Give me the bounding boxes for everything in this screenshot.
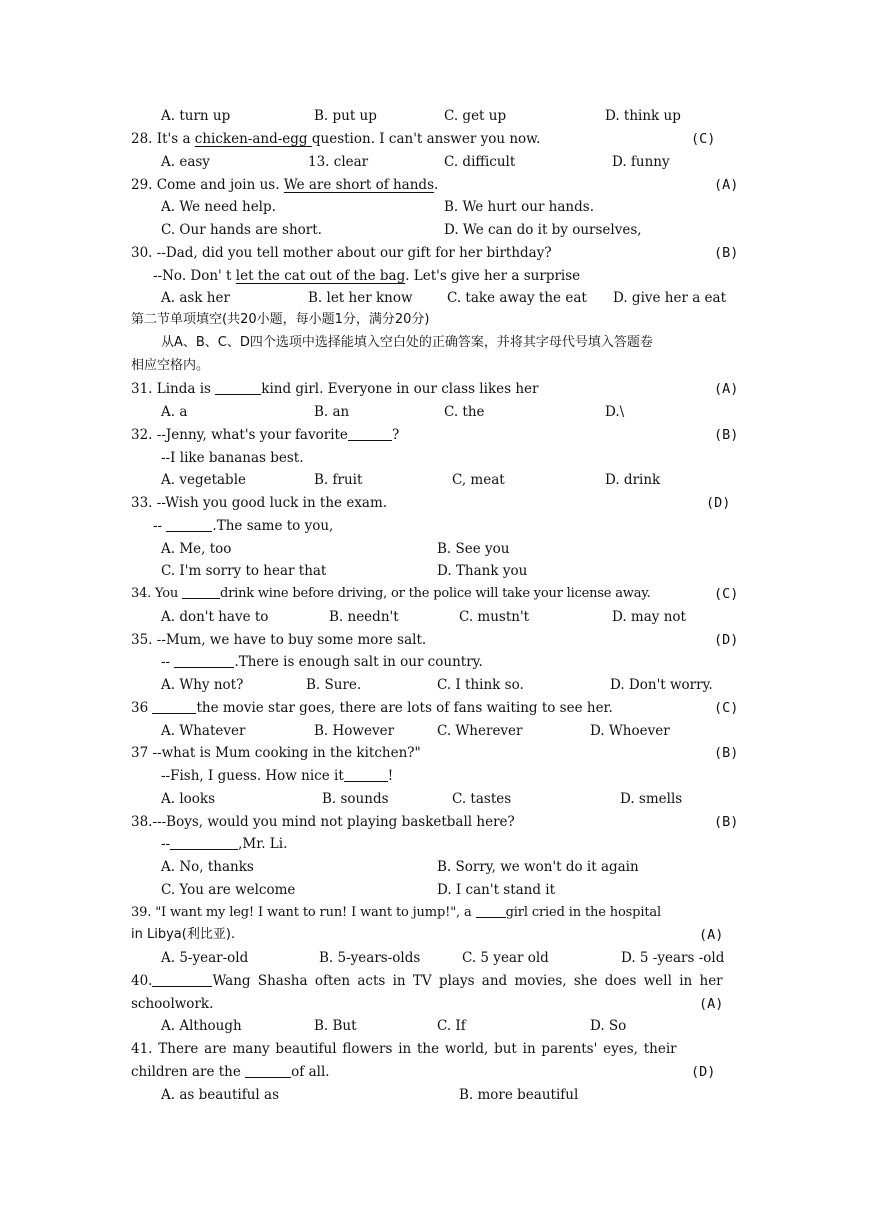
q36-prefix: 36 [131,700,153,716]
q39-stem [0,902,869,924]
q34-prefix: 34. You [131,586,182,601]
answer-blank [348,426,392,441]
option-a: A. vegetable [161,472,247,488]
q28-suffix: question. I can't answer you now. [311,131,541,147]
option-d: D. We can do it by ourselves, [444,222,642,238]
option-a: A. ask her [161,290,230,306]
q41-line1: 41. There are many beautiful flowers in the world, but in parents' eyes, their [131,1041,677,1057]
q32-answer: (B) [714,427,739,443]
option-c: C. You are welcome [161,882,296,898]
option-c: C. Wherever [437,723,523,739]
q41-line2-prefix: children are the [131,1064,246,1080]
q34-options [0,606,869,628]
q29-options-row1 [0,196,869,218]
option-b: B. But [314,1018,357,1034]
answer-blank [152,699,196,714]
option-d: D. So [590,1018,627,1034]
option-b: B. an [314,404,350,420]
q37-line2-suffix: ! [387,768,394,784]
q29-prefix: 29. Come and join us. [131,177,284,193]
q39-prefix: 39. "I want my leg! I want to run! I want to jump!", a [131,905,476,920]
q40-options [0,1015,869,1037]
option-b: B. let her know [308,290,413,306]
option-d: D. drink [605,472,661,488]
q33-line2-suffix: .The same to you, [212,518,334,534]
q36-suffix: the movie star goes, there are lots of fans waiting to see her. [196,700,613,716]
q30-answer: (B) [714,245,739,261]
q32-line2 [0,447,869,469]
answer-blank [152,972,212,987]
q40-suffix: Wang Shasha often acts in TV plays and movies, she does well in her [212,973,723,989]
q38-line2-prefix: -- [161,836,171,852]
q38-options-row2 [0,879,869,901]
q36-answer: (C) [714,700,739,716]
q41-stem [0,1038,869,1060]
q39-line2 [0,924,869,946]
q41-options [0,1084,869,1106]
section-instructions-2 [0,355,869,377]
q38-line2 [0,833,869,855]
option-d: D. give her a eat [613,290,727,306]
answer-blank [476,903,506,918]
option-c: C. 5 year old [462,950,549,966]
q39-line2-text: in Libya(利比亚). [131,927,236,942]
q28-stem [0,128,869,150]
q29-suffix: . [434,177,439,193]
q28-prefix: 28. It's a [131,131,195,147]
option-a: A. Me, too [161,541,232,557]
q33-line1: 33. --Wish you good luck in the exam. [131,495,388,511]
q41-line2 [0,1061,869,1083]
option-a: A. Although [161,1018,242,1034]
instructions-line2: 相应空格内。 [131,358,210,373]
q31-options [0,401,869,423]
option-a: A. We need help. [161,199,276,215]
option-c: C. I think so. [437,677,524,693]
q31-stem [0,378,869,400]
option-c: C. mustn't [459,609,530,625]
q33-line2-prefix: -- [153,518,167,534]
option-d: D. 5 -years -old [621,950,725,966]
option-c: C, meat [452,472,505,488]
option-a: A. as beautiful as [161,1087,279,1103]
q30-line1: 30. --Dad, did you tell mother about our gift for her birthday? [131,245,552,261]
option-d: D. Whoever [590,723,670,739]
q35-line2 [0,651,869,673]
section-instructions-1 [0,332,869,354]
option-d: D. think up [605,108,681,124]
q30-options [0,287,869,309]
answer-blank [215,380,261,395]
q31-prefix: 31. Linda is [131,381,216,397]
q32-suffix: ? [391,427,400,443]
option-b: B. Sure. [306,677,362,693]
q36-options [0,720,869,742]
option-d: D. may not [612,609,686,625]
section-heading [0,309,869,331]
q35-line2-prefix: -- [161,654,175,670]
q29-stem [0,174,869,196]
instructions-line1: 从A、B、C、D四个选项中选择能填入空白处的正确答案，并将其字母代号填入答题卷 [161,335,653,350]
q38-stem [0,811,869,833]
q33-options-row1 [0,538,869,560]
option-a: A. don't have to [161,609,269,625]
option-d: D. funny [612,154,670,170]
q33-answer: (D) [706,495,731,511]
q33-options-row2 [0,560,869,582]
option-c: C. If [437,1018,466,1034]
answer-blank [182,584,220,599]
option-d: D. I can't stand it [437,882,556,898]
q33-line2 [0,515,869,537]
option-c: C. get up [444,108,507,124]
answer-blank [170,835,238,850]
q35-line2-suffix: .There is enough salt in our country. [234,654,483,670]
q41-answer: (D) [691,1064,716,1080]
answer-blank [166,517,212,532]
option-c: C. take away the eat [447,290,587,306]
q39-suffix: girl cried in the hospital [505,905,662,920]
q35-line1: 35. --Mum, we have to buy some more salt. [131,632,427,648]
q29-underlined-phrase: We are short of hands [283,177,434,193]
q40-answer: (A) [699,996,724,1012]
option-c: C. tastes [452,791,512,807]
option-b: B. fruit [314,472,363,488]
option-d: D.\ [605,404,625,420]
option-c: C. the [444,404,485,420]
q28-underlined-phrase: chicken-and-egg [194,131,312,147]
q38-line2-suffix: ,Mr. Li. [238,836,288,852]
q37-line1: 37 --what is Mum cooking in the kitchen?" [131,745,421,761]
q33-stem [0,492,869,514]
q37-stem [0,742,869,764]
q29-answer: (A) [714,177,739,193]
option-d: D. smells [620,791,683,807]
q40-stem [0,970,869,992]
answer-blank [245,1063,291,1078]
option-a: A. easy [161,154,210,170]
option-b: B. more beautiful [459,1087,579,1103]
section-title: 第二节单项填空(共20小题，每小题1分，满分20分) [131,312,430,327]
q41-line2-suffix: of all. [291,1064,330,1080]
q39-options [0,947,869,969]
q39-answer: (A) [699,927,724,943]
option-b: B. needn't [329,609,399,625]
q31-answer: (A) [714,381,739,397]
option-a: A. looks [161,791,216,807]
q38-answer: (B) [714,814,739,830]
q32-prefix: 32. --Jenny, what's your favorite [131,427,348,443]
q37-answer: (B) [714,745,739,761]
q34-suffix: drink wine before driving, or the police will take your license away. [220,586,651,601]
option-c: C. difficult [444,154,516,170]
answer-blank [344,767,388,782]
q35-answer: (D) [714,632,739,648]
q30-line2-prefix: --No. Don' t [153,268,236,284]
option-a: A. a [161,404,188,420]
option-d: D. Thank you [437,563,528,579]
option-b: B. put up [314,108,377,124]
q37-line2-prefix: --Fish, I guess. How nice it [161,768,344,784]
q30-line2 [0,265,869,287]
q40-line2 [0,993,869,1015]
q31-suffix: kind girl. Everyone in our class likes her [261,381,539,397]
option-b: 13. clear [308,154,369,170]
option-c: C. I'm sorry to hear that [161,563,327,579]
q36-stem [0,697,869,719]
option-d: D. Don't worry. [610,677,713,693]
q30-line2-suffix: . Let's give her a surprise [405,268,581,284]
option-a: A. Whatever [161,723,246,739]
q28-options [0,151,869,173]
q30-stem [0,242,869,264]
option-b: B. sounds [322,791,389,807]
option-a: A. turn up [161,108,231,124]
q32-options [0,469,869,491]
q27-options [0,105,869,127]
q32-stem [0,424,869,446]
option-a: A. No, thanks [161,859,254,875]
q30-underlined-phrase: let the cat out of the bag [235,268,406,284]
q35-options [0,674,869,696]
option-b: B. Sorry, we won't do it again [437,859,639,875]
q32-reply: --I like bananas best. [161,450,304,466]
answer-blank [174,653,234,668]
option-b: B. However [314,723,395,739]
q37-line2 [0,765,869,787]
q37-options [0,788,869,810]
q35-stem [0,629,869,651]
option-c: C. Our hands are short. [161,222,322,238]
option-a: A. Why not? [161,677,244,693]
option-b: B. 5-years-olds [319,950,421,966]
q34-stem [0,583,869,605]
q40-line2-text: schoolwork. [131,996,214,1012]
q40-prefix: 40. [131,973,153,989]
q29-options-row2 [0,219,869,241]
q28-answer: (C) [691,131,716,147]
q38-line1: 38.---Boys, would you mind not playing basketball here? [131,814,515,830]
option-b: B. We hurt our hands. [444,199,594,215]
q34-answer: (C) [714,586,739,602]
option-b: B. See you [437,541,510,557]
q38-options-row1 [0,856,869,878]
option-a: A. 5-year-old [161,950,249,966]
